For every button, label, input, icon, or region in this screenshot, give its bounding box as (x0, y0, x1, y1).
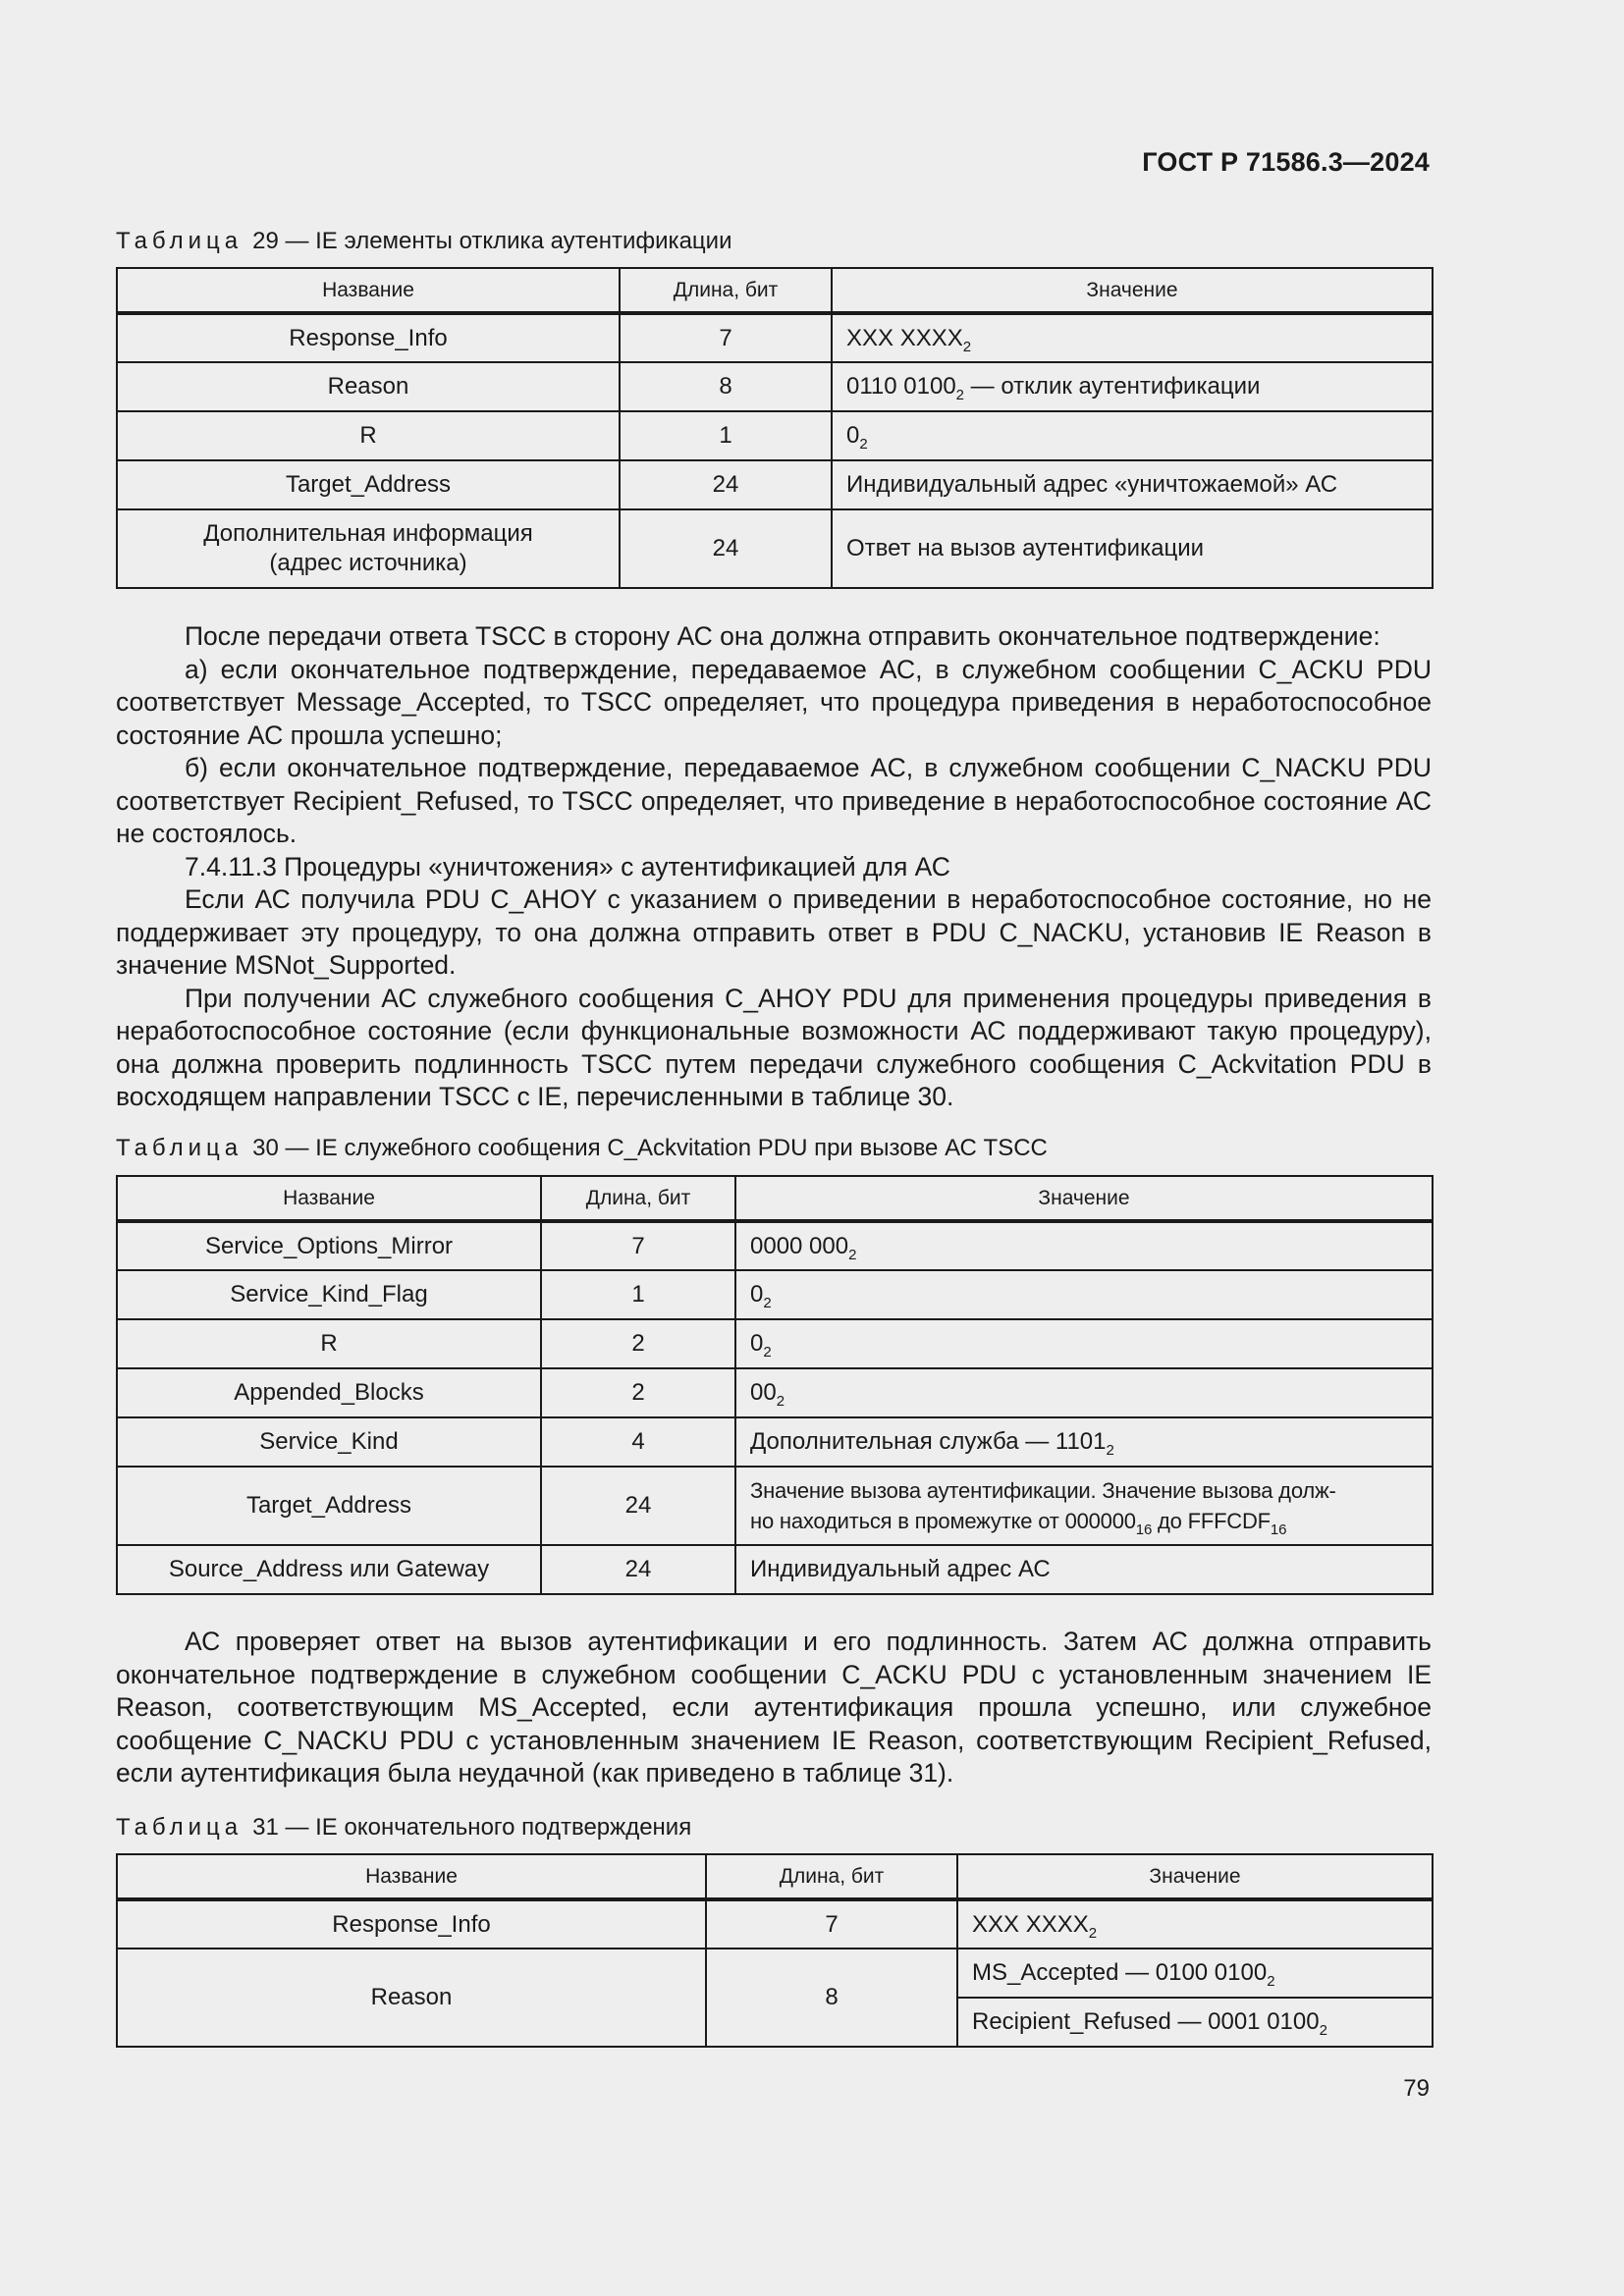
cell-value: Дополнительная служба — $1101_2$ (735, 1417, 1433, 1467)
caption-label: Таблица (116, 1135, 244, 1161)
section-heading: 7.4.11.3 Процедуры «уничтожения» с аутентификацией для АС (185, 851, 950, 881)
cell-name: Source_Address или Gateway (117, 1545, 541, 1594)
header-value: Значение (832, 268, 1433, 313)
cell-value: $0_2$ (735, 1319, 1433, 1368)
table-header-row (117, 1854, 1433, 1899)
cell-value: Значение вызова аутентификации. Значение вызова долж- но находиться в промежутке от $000000_{16}$ до $FFFCDF_{16}$ (735, 1467, 1433, 1545)
table-30-caption (116, 1135, 1048, 1162)
table-row (117, 1368, 1433, 1417)
cell-length: 1 (541, 1270, 735, 1319)
table-row (117, 1899, 1433, 1949)
cell-value: Индивидуальный адрес «уничтожаемой» АС (832, 460, 1433, 509)
cell-value: 0110 $0100_2$ — отклик аутентификации (832, 362, 1433, 411)
table-header-row (117, 268, 1433, 313)
header-name: Название (117, 1854, 706, 1899)
cell-name: Service_Options_Mirror (117, 1221, 541, 1270)
table-row (117, 313, 1433, 362)
cell-value: $0_2$ (832, 411, 1433, 460)
document-id: ГОСТ Р 71586.3—2024 (1142, 147, 1430, 177)
cell-length: 2 (541, 1319, 735, 1368)
header-length: Длина, бит (541, 1176, 735, 1221)
table-row (117, 1319, 1433, 1368)
header-value: Значение (957, 1854, 1433, 1899)
header-name: Название (117, 268, 620, 313)
cell-length: 2 (541, 1368, 735, 1417)
cell-length: 24 (541, 1467, 735, 1545)
table-29 (116, 267, 1434, 589)
cell-length: 4 (541, 1417, 735, 1467)
caption-label: Таблица (116, 228, 244, 254)
header-length: Длина, бит (620, 268, 832, 313)
table-header-row (117, 1176, 1433, 1221)
cell-length: 8 (620, 362, 832, 411)
table-31 (116, 1853, 1434, 2048)
table-29-caption (116, 228, 732, 255)
header-value: Значение (735, 1176, 1433, 1221)
body-text-1 (116, 620, 1432, 1114)
cell-name: Target_Address (117, 1467, 541, 1545)
cell-value: 0000 $000_2$ (735, 1221, 1433, 1270)
cell-value: $0_2$ (735, 1270, 1433, 1319)
cell-name: Response_Info (117, 313, 620, 362)
table-row (117, 1545, 1433, 1594)
cell-value: Ответ на вызов аутентификации (832, 509, 1433, 588)
table-row (117, 1467, 1433, 1545)
table-row (117, 509, 1433, 588)
body-text-2 (116, 1626, 1432, 1790)
cell-value: XXX $XXXX_2$ (957, 1899, 1433, 1949)
cell-value: $00_2$ (735, 1368, 1433, 1417)
cell-name: R (117, 411, 620, 460)
cell-length: 7 (541, 1221, 735, 1270)
paragraph: б) если окончательное подтверждение, передаваемое АС, в служебном сообщении C_NACKU PDU соответствует Recipient_Refused, то TSCC определяет, что приведение в неработоспособное состояние АС не состоялось. (116, 753, 1432, 848)
caption-text: 31 — IE окончательного подтверждения (252, 1814, 692, 1841)
table-31-caption (116, 1814, 691, 1842)
cell-name: Reason (117, 362, 620, 411)
page-number: 79 (1403, 2075, 1430, 2102)
cell-value: Recipient_Refused — 0001 $0100_2$ (957, 1998, 1433, 2047)
caption-label: Таблица (116, 1814, 244, 1841)
table-row (117, 460, 1433, 509)
paragraph: а) если окончательное подтверждение, передаваемое АС, в служебном сообщении C_ACKU PDU соответствует Message_Accepted, то TSCC определяет, что процедура приведения в неработоспособное состояние АС прошла успешно; (116, 654, 1432, 750)
paragraph: АС проверяет ответ на вызов аутентификации и его подлинность. Затем АС должна отправить окончательное подтверждение в служебном сообщении C_ACKU PDU с установленным значением IE Reason, соответствующим MS_Accepted, если аутентификация прошла успешно, или служебное сообщение C_NACKU PDU с установленным значением IE Reason, соответствующим Recipient_Refused, если аутентификация была неудачной (как приведено в таблице 31). (116, 1627, 1432, 1788)
paragraph: При получении АС служебного сообщения C_AHOY PDU для применения процедуры приведения в неработоспособное состояние (если функциональные возможности АС поддерживают такую процедуру), она должна проверить подлинность TSCC путем передачи служебного сообщения C_Ackvitation PDU в восходящем направлении TSCC с IE, перечисленными в таблице 30. (116, 983, 1432, 1111)
cell-name: Reason (117, 1949, 706, 2047)
cell-name: Target_Address (117, 460, 620, 509)
cell-value: MS_Accepted — 0100 $0100_2$ (957, 1949, 1433, 1998)
table-row (117, 1221, 1433, 1270)
paragraph: После передачи ответа TSCC в сторону АС она должна отправить окончательное подтверждение: (185, 621, 1380, 651)
caption-text: 30 — IE служебного сообщения C_Ackvitation PDU при вызове АС TSCC (252, 1135, 1048, 1161)
cell-name: Response_Info (117, 1899, 706, 1949)
cell-name: Дополнительная информация (адрес источника) (117, 509, 620, 588)
cell-name: Appended_Blocks (117, 1368, 541, 1417)
cell-length: 24 (541, 1545, 735, 1594)
cell-length: 7 (620, 313, 832, 362)
header-length: Длина, бит (706, 1854, 957, 1899)
table-row (117, 1270, 1433, 1319)
caption-text: 29 — IE элементы отклика аутентификации (252, 228, 732, 254)
cell-name: Service_Kind (117, 1417, 541, 1467)
table-row (117, 362, 1433, 411)
cell-name: R (117, 1319, 541, 1368)
table-row (117, 1949, 1433, 1998)
header-name: Название (117, 1176, 541, 1221)
cell-value: Индивидуальный адрес АС (735, 1545, 1433, 1594)
table-row (117, 1417, 1433, 1467)
table-row (117, 411, 1433, 460)
cell-value: XXX $XXXX_2$ (832, 313, 1433, 362)
cell-name: Service_Kind_Flag (117, 1270, 541, 1319)
cell-length: 8 (706, 1949, 957, 2047)
cell-length: 24 (620, 460, 832, 509)
paragraph: Если АС получила PDU C_AHOY с указанием о приведении в неработоспособное состояние, но не поддерживает эту процедуру, то она должна отправить ответ в PDU C_NACKU, установив IE Reason в значение MSNot_Supported. (116, 884, 1432, 980)
cell-length: 24 (620, 509, 832, 588)
table-30 (116, 1175, 1434, 1595)
cell-length: 1 (620, 411, 832, 460)
cell-length: 7 (706, 1899, 957, 1949)
